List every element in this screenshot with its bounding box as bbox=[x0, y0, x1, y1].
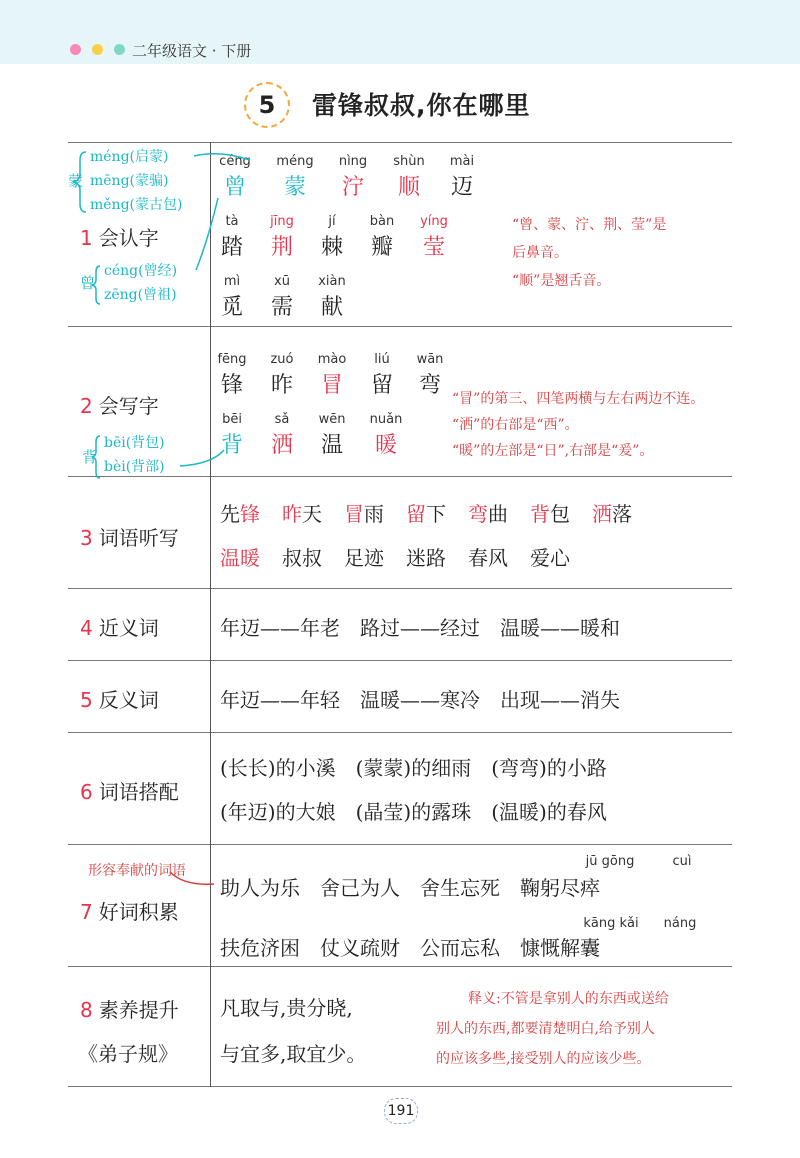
pinyin: náng bbox=[663, 916, 697, 931]
section-title: 反义词 bbox=[98, 688, 159, 712]
word-segment: 足迹 bbox=[344, 546, 384, 570]
pinyin: bàn bbox=[369, 214, 395, 229]
character: 献 bbox=[320, 295, 343, 320]
pinyin: liú bbox=[374, 352, 390, 367]
section-number: 5 bbox=[80, 688, 93, 712]
pinyin: cuì bbox=[672, 854, 692, 869]
collocation-line-1: (长长)的小溪 (蒙蒙)的细雨 (弯弯)的小路 bbox=[220, 756, 607, 780]
word-segment: 雨 bbox=[364, 502, 384, 526]
section-number: 1 bbox=[80, 226, 93, 250]
note-line: 后鼻音。 bbox=[512, 245, 568, 261]
word-segment: 春风 bbox=[468, 546, 508, 570]
note-line: 的应该多些,接受别人的应该少些。 bbox=[436, 1051, 651, 1067]
word-segment: 曲 bbox=[488, 502, 508, 526]
section-number: 3 bbox=[80, 526, 93, 550]
annotation-item: méng(启蒙) bbox=[90, 149, 169, 165]
synonym-pairs: 年迈——年老 路过——经过 温暖——暖和 bbox=[220, 616, 620, 640]
character: 曾 bbox=[223, 175, 246, 200]
antonym-pairs: 年迈——年轻 温暖——寒冷 出现——消失 bbox=[220, 688, 620, 712]
annotation-item: céng(曾经) bbox=[104, 263, 178, 279]
character: 温 bbox=[320, 433, 343, 458]
word-segment: 洒 bbox=[592, 502, 612, 526]
pinyin: fēng bbox=[217, 352, 247, 367]
section-title: 会认字 bbox=[98, 226, 159, 250]
lesson-number-badge: 5 bbox=[244, 82, 290, 128]
collocation-line-2: (年迈)的大娘 (晶莹)的露珠 (温暖)的春风 bbox=[220, 800, 607, 824]
pinyin: mài bbox=[449, 154, 475, 169]
annotation-char: 背 bbox=[82, 448, 98, 466]
word-segment: 背 bbox=[530, 502, 550, 526]
character: 背 bbox=[220, 433, 243, 458]
character: 顺 bbox=[397, 175, 420, 200]
pinyin: méng bbox=[276, 154, 314, 169]
pinyin: jū gōng bbox=[585, 854, 635, 869]
character: 觅 bbox=[220, 295, 243, 320]
annotation-note: 形容奉献的词语 bbox=[88, 863, 186, 879]
pinyin: nuǎn bbox=[369, 412, 403, 427]
character: 棘 bbox=[320, 235, 343, 260]
word-segment: 留 bbox=[406, 502, 426, 526]
character: 荆 bbox=[270, 235, 293, 260]
character: 暖 bbox=[374, 433, 397, 458]
brace-meng bbox=[74, 152, 86, 212]
pinyin: xiàn bbox=[318, 274, 346, 289]
annotation-item: měng(蒙古包) bbox=[90, 197, 183, 213]
section-title: 词语搭配 bbox=[98, 780, 179, 804]
arrow-ceng bbox=[196, 198, 218, 270]
section-title: 会写字 bbox=[98, 394, 159, 418]
character: 昨 bbox=[270, 373, 293, 398]
character: 迈 bbox=[450, 175, 473, 200]
annotation-item: mēng(蒙骗) bbox=[90, 173, 169, 189]
character: 瓣 bbox=[370, 235, 393, 260]
section-title: 近义词 bbox=[98, 616, 159, 640]
brace-ceng bbox=[92, 266, 100, 304]
pinyin: yíng bbox=[420, 214, 448, 229]
section-number: 4 bbox=[80, 616, 93, 640]
arrow-good-words bbox=[170, 872, 214, 884]
pinyin: shùn bbox=[393, 154, 425, 169]
word-segment: 落 bbox=[612, 502, 632, 526]
note-line: “冒”的第三、四笔两横与左右两边不连。 bbox=[452, 391, 705, 407]
note-line: “顺”是翘舌音。 bbox=[512, 273, 611, 289]
pinyin: bēi bbox=[222, 412, 242, 427]
pinyin: mì bbox=[223, 274, 241, 289]
word-segment: 昨 bbox=[282, 502, 302, 526]
word-segment: 天 bbox=[302, 502, 322, 526]
character: 莹 bbox=[422, 235, 445, 260]
source-title: 《弟子规》 bbox=[78, 1042, 178, 1066]
annotation-item: bèi(背部) bbox=[104, 459, 165, 475]
classic-line-1: 凡取与,贵分晓, bbox=[220, 996, 353, 1020]
section-number: 6 bbox=[80, 780, 93, 804]
arrow-bei bbox=[180, 450, 224, 466]
classic-line-2: 与宜多,取宜少。 bbox=[220, 1042, 367, 1066]
word-segment: 包 bbox=[550, 502, 570, 526]
pinyin: nìng bbox=[338, 154, 368, 169]
pinyin: sǎ bbox=[274, 412, 290, 427]
character: 踏 bbox=[220, 235, 243, 260]
character: 留 bbox=[370, 373, 393, 398]
section-number: 8 bbox=[80, 998, 93, 1022]
lesson-title: 雷锋叔叔,你在哪里 bbox=[312, 91, 531, 120]
pinyin: mào bbox=[317, 352, 347, 367]
note-line: “暖”的左部是“日”,右部是“爰”。 bbox=[452, 443, 654, 459]
character: 冒 bbox=[320, 373, 343, 398]
word-segment: 下 bbox=[426, 502, 446, 526]
character: 蒙 bbox=[283, 175, 306, 200]
word-segment: 冒 bbox=[344, 502, 364, 526]
pinyin: tà bbox=[225, 214, 239, 229]
character: 洒 bbox=[270, 433, 293, 458]
note-line: “洒”的右部是“西”。 bbox=[452, 417, 579, 433]
word-segment: 弯 bbox=[468, 502, 488, 526]
character: 需 bbox=[270, 295, 293, 320]
note-line: 释义:不管是拿别人的东西或送给 bbox=[468, 991, 669, 1007]
character: 泞 bbox=[341, 175, 364, 200]
brace-bei bbox=[92, 436, 100, 478]
section-title: 素养提升 bbox=[98, 998, 179, 1022]
section-title: 词语听写 bbox=[98, 526, 179, 550]
pinyin: xū bbox=[274, 274, 290, 289]
word-segment: 锋 bbox=[240, 502, 260, 526]
note-line: 别人的东西,都要清楚明白,给予别人 bbox=[436, 1021, 655, 1037]
annotation-item: bēi(背包) bbox=[104, 435, 165, 451]
pinyin: jí bbox=[328, 214, 336, 229]
page-number: 191 bbox=[384, 1098, 418, 1124]
annotation-char: 蒙 bbox=[68, 172, 84, 190]
word-segment: 叔叔 bbox=[282, 546, 322, 570]
word-segment: 温暖 bbox=[220, 546, 260, 570]
arrow-meng bbox=[194, 154, 250, 160]
good-words-line-1: 助人为乐 舍己为人 舍生忘死 鞠躬尽瘁 bbox=[220, 876, 600, 900]
character: 锋 bbox=[220, 373, 243, 398]
section-title: 好词积累 bbox=[98, 900, 179, 924]
annotation-char: 曾 bbox=[80, 274, 96, 292]
pinyin: kāng kǎi bbox=[583, 916, 639, 931]
pinyin: jīng bbox=[270, 214, 294, 229]
character: 弯 bbox=[418, 373, 441, 398]
word-segment: 迷路 bbox=[406, 546, 446, 570]
word-segment: 爱心 bbox=[530, 546, 570, 570]
pinyin: wēn bbox=[318, 412, 346, 427]
good-words-line-2: 扶危济困 仗义疏财 公而忘私 慷慨解囊 bbox=[220, 936, 600, 960]
book-title: 二年级语文 · 下册 bbox=[132, 42, 252, 60]
pinyin: wān bbox=[416, 352, 444, 367]
note-line: “曾、蒙、泞、荆、莹”是 bbox=[512, 217, 667, 233]
section-number: 2 bbox=[80, 394, 93, 418]
word-segment: 先 bbox=[220, 502, 240, 526]
section-number: 7 bbox=[80, 900, 93, 924]
annotation-item: zēng(曾祖) bbox=[104, 287, 177, 303]
pinyin: céng bbox=[219, 154, 251, 169]
pinyin: zuó bbox=[270, 352, 294, 367]
